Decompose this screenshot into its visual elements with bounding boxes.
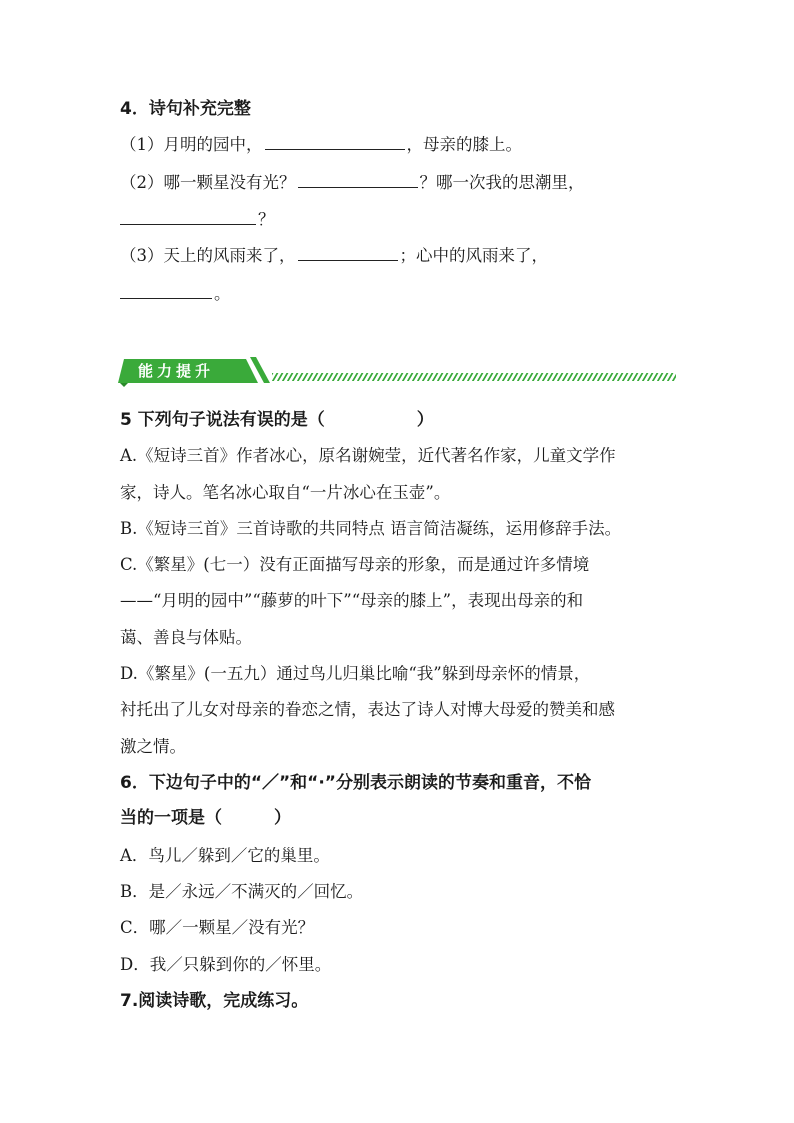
- banner-label: 能力提升: [138, 362, 215, 380]
- q6-title-line-2: [120, 807, 291, 829]
- q5-title: [120, 409, 434, 431]
- q5-option-d-line-2: 衬托出了儿女对母亲的眷恋之情，表达了诗人对博大母爱的赞美和感: [120, 700, 615, 719]
- q5-option-a-line-2: 家，诗人。笔名冰心取自“一片冰心在玉壶”。: [120, 483, 451, 502]
- q4-line-1-prefix: （1）月明的园中，: [120, 135, 263, 154]
- q5-option-d-line-3: 激之情。: [120, 737, 186, 756]
- q5-title-end: ）: [416, 410, 434, 430]
- answer-blank[interactable]: [120, 283, 212, 299]
- q4-line-4-suffix: ；心中的风雨来了，: [399, 246, 548, 265]
- answer-blank[interactable]: [298, 245, 398, 261]
- q7-title: 7.阅读诗歌，完成练习。: [120, 991, 309, 1011]
- q4-line-4: [120, 245, 548, 267]
- q6-option-d: D．我／只躲到你的／怀里。: [120, 955, 332, 974]
- q4-line-2: [120, 172, 585, 194]
- q4-line-2-prefix: （2）哪一颗星没有光？: [120, 173, 296, 192]
- q4-line-5: [120, 283, 231, 305]
- q6-title-end: ）: [274, 808, 291, 828]
- q5-option-c-line-2: ——“月明的园中”“藤萝的叶下”“母亲的膝上”，表现出母亲的和: [120, 591, 584, 610]
- q6-option-a: A．鸟儿／躲到／它的巢里。: [120, 846, 330, 865]
- q4-line-3-end: ？: [258, 210, 275, 229]
- q5-option-a-line-1: A.《短诗三首》作者冰心，原名谢婉莹，近代著名作家，儿童文学作: [120, 446, 616, 465]
- q4-line-4-prefix: （3）天上的风雨来了，: [120, 246, 296, 265]
- q4-line-1-suffix: ，母亲的膝上。: [406, 135, 522, 154]
- q4-line-5-end: 。: [214, 284, 231, 303]
- q6-title-line-1: 6．下边句子中的“／”和“·”分别表示朗读的节奏和重音，不恰: [120, 773, 591, 793]
- q5-option-b: B.《短诗三首》三首诗歌的共同特点 语言简洁凝练，运用修辞手法。: [120, 519, 622, 538]
- q5-option-c-line-1: C.《繁星》(七一）没有正面描写母亲的形象，而是通过许多情境: [120, 555, 590, 574]
- answer-blank[interactable]: [120, 209, 256, 225]
- q4-title: 4．诗句补充完整: [120, 99, 251, 119]
- q4-line-3: [120, 209, 275, 231]
- answer-blank[interactable]: [298, 172, 418, 188]
- q4-line-1: [120, 134, 522, 156]
- q5-option-c-line-3: 蔼、善良与体贴。: [120, 628, 252, 647]
- section-banner: [118, 353, 678, 389]
- q5-title-text: 5 下列句子说法有误的是（: [120, 410, 325, 430]
- q6-option-c: C．哪／一颗星／没有光？: [120, 918, 315, 937]
- q6-option-b: B．是／永远／不满灭的／回忆。: [120, 882, 364, 901]
- q4-line-2-suffix: ？哪一次我的思潮里，: [419, 173, 585, 192]
- q6-title-text: 当的一项是（: [120, 808, 222, 828]
- answer-blank[interactable]: [265, 134, 405, 150]
- q5-option-d-line-1: D.《繁星》(一五九）通过鸟儿归巢比喻“我”躲到母亲怀的情景，: [120, 664, 591, 683]
